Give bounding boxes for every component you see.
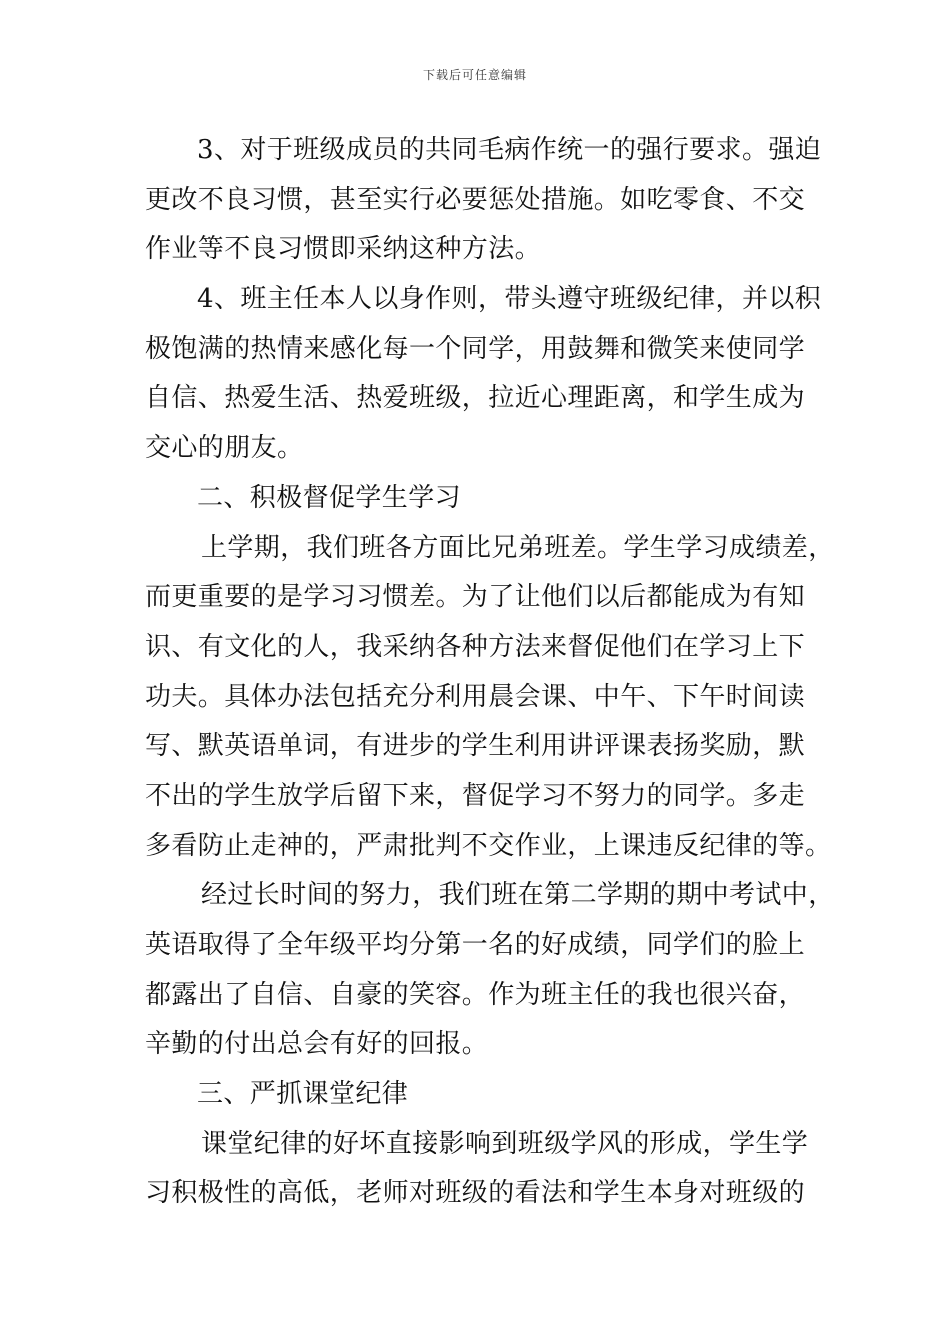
page-header: 下载后可任意编辑 (422, 68, 527, 82)
paragraph-line: 4、班主任本人以身作则，带头遵守班级纪律，并以积 (197, 284, 822, 315)
paragraph-line: 功夫。具体办法包括充分利用晨会课、中午、下午时间读 (145, 681, 806, 712)
paragraph-line: 课堂纪律的好坏直接影响到班级学风的形成，学生学 (201, 1128, 809, 1159)
paragraph-line: 英语取得了全年级平均分第一名的好成绩，同学们的脸上 (145, 930, 806, 960)
paragraph-line: 自信、热爱生活、热爱班级，拉近心理距离，和学生成为 (145, 383, 806, 414)
paragraph-line: 更改不良习惯，甚至实行必要惩处措施。如吃零食、不交 (145, 184, 806, 215)
paragraph-line: 识、有文化的人，我采纳各种方法来督促他们在学习上下 (145, 631, 806, 662)
paragraph-line: 多看防止走神的，严肃批判不交作业，上课违反纪律的等。 (145, 830, 832, 861)
paragraph-line: 而更重要的是学习习惯差。为了让他们以后都能成为有知 (145, 582, 806, 613)
paragraph-line: 极饱满的热情来感化每一个同学，用鼓舞和微笑来使同学 (145, 333, 806, 364)
paragraph-line: 上学期，我们班各方面比兄弟班差。学生学习成绩差， (201, 532, 835, 563)
section-heading: 三、严抓课堂纪律 (197, 1079, 409, 1110)
paragraph-line: 3、对于班级成员的共同毛病作统一的强行要求。强迫 (197, 135, 822, 165)
section-heading: 二、积极督促学生学习 (197, 482, 462, 513)
paragraph-line: 经过长时间的努力，我们班在第二学期的期中考试中， (201, 880, 835, 911)
paragraph-line: 不出的学生放学后留下来，督促学习不努力的同学。多走 (145, 780, 806, 811)
paragraph-line: 辛勤的付出总会有好的回报。 (145, 1029, 489, 1060)
paragraph-line: 交心的朋友。 (145, 433, 304, 464)
paragraph-line: 习积极性的高低，老师对班级的看法和学生本身对班级的 (145, 1178, 806, 1209)
document-body (145, 126, 835, 1219)
paragraph-line: 都露出了自信、自豪的笑容。作为班主任的我也很兴奋， (145, 979, 806, 1010)
paragraph-line: 作业等不良习惯即采纳这种方法。 (145, 234, 542, 265)
paragraph-line: 写、默英语单词，有进步的学生利用讲评课表扬奖励，默 (145, 731, 806, 762)
